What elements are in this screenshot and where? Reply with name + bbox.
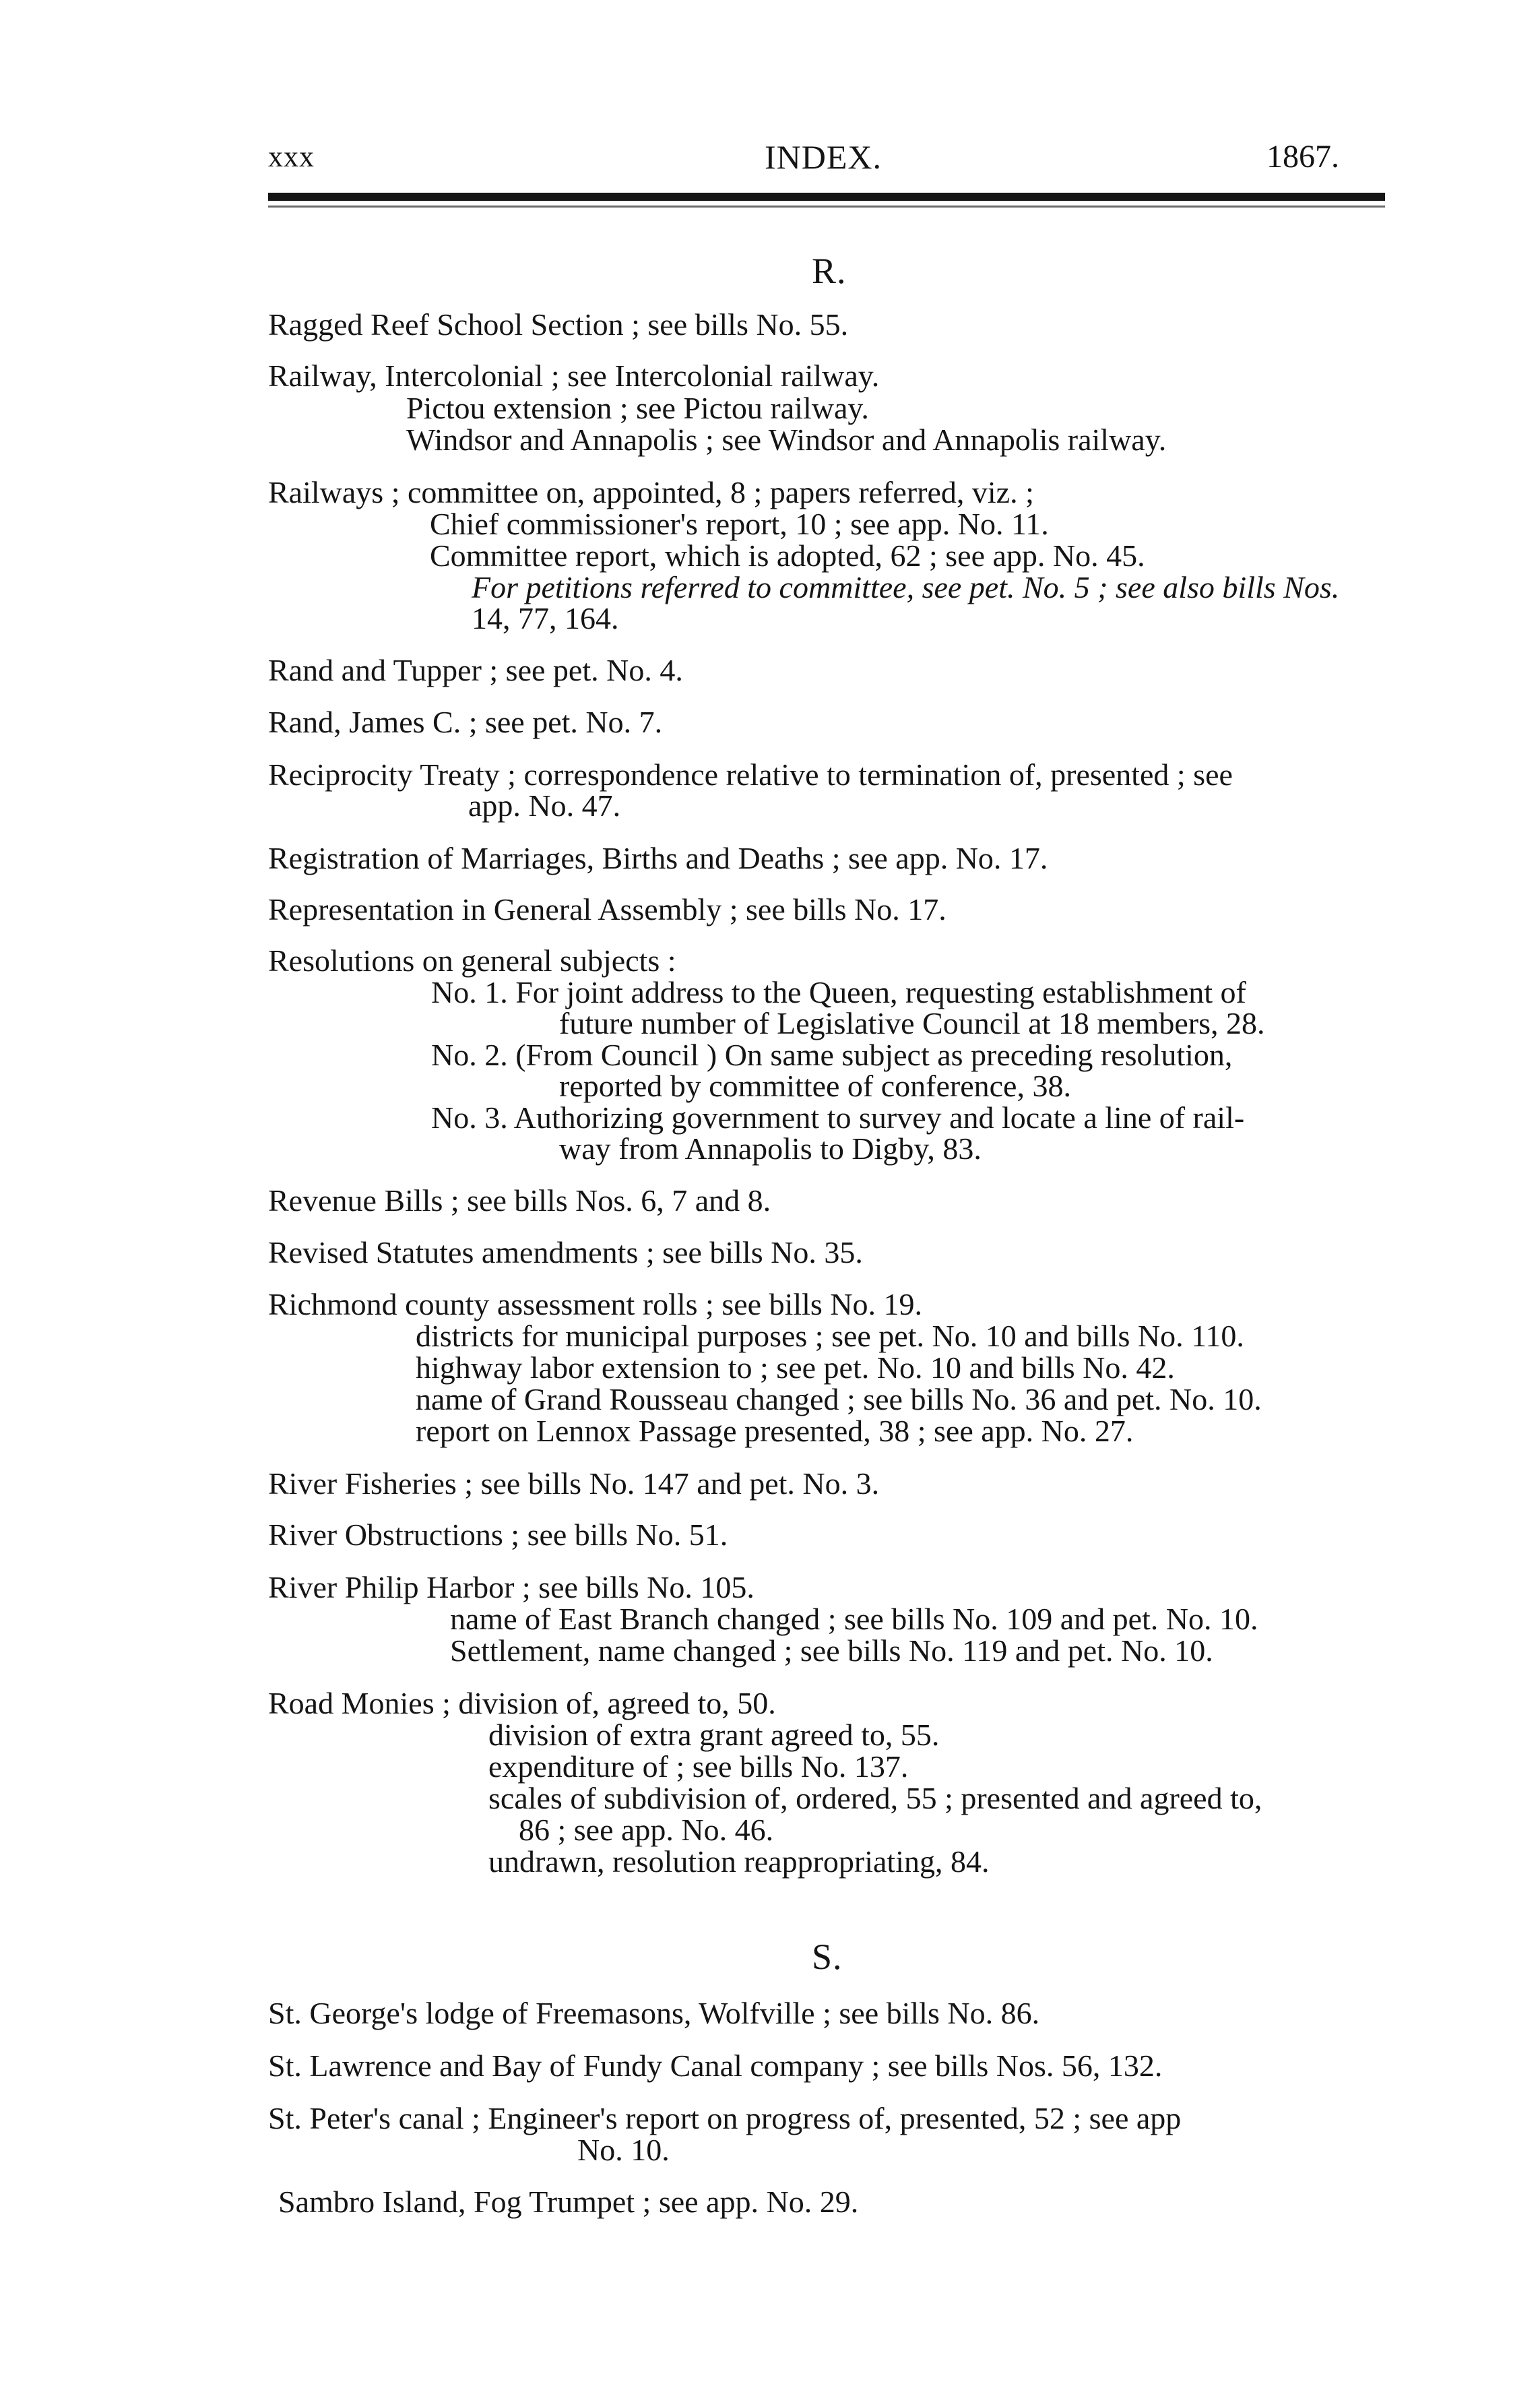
index-continuation: No. 10. [577,2133,670,2167]
index-continuation: reported by committee of conference, 38. [559,1069,1071,1103]
index-entry: Reciprocity Treaty ; correspondence relative to termination of, presented ; see [268,757,1233,792]
index-entry: River Obstructions ; see bills No. 51. [268,1517,728,1552]
index-entry: Registration of Marriages, Births and Deaths ; see app. No. 17. [268,841,1048,875]
section-letter-s: S. [812,1937,843,1977]
index-subentry: report on Lennox Passage presented, 38 ; see app. No. 27. [416,1414,1134,1448]
resolution-item: No. 1. For joint address to the Queen, requesting establishment of [431,975,1246,1009]
index-subentry: expenditure of ; see bills No. 137. [488,1749,909,1784]
page-title: INDEX. [765,138,883,176]
index-continuation: 86 ; see app. No. 46. [519,1813,774,1847]
header-rule [268,193,1385,201]
index-entry: Revenue Bills ; see bills Nos. 6, 7 and 8. [268,1183,771,1218]
index-subentry: name of Grand Rousseau changed ; see bills No. 36 and pet. No. 10. [416,1382,1262,1416]
index-entry: Railway, Intercolonial ; see Intercolonial railway. [268,358,880,393]
index-entry: Ragged Reef School Section ; see bills No. 55. [268,307,849,342]
index-subentry: Committee report, which is adopted, 62 ; see app. No. 45. [430,538,1145,573]
index-subentry: undrawn, resolution reappropriating, 84. [488,1844,990,1879]
running-head [0,138,1540,179]
index-continuation: way from Annapolis to Digby, 83. [559,1131,982,1166]
index-subentry: Pictou extension ; see Pictou railway. [406,391,869,425]
index-subentry: For petitions referred to committee, see pet. No. 5 ; see also bills Nos. [472,570,1340,604]
page-folio: xxx [268,140,315,173]
page-year: 1867. [1266,139,1339,175]
index-entry: St. Lawrence and Bay of Fundy Canal company ; see bills Nos. 56, 132. [268,2048,1163,2083]
index-subentry: Windsor and Annapolis ; see Windsor and Annapolis railway. [406,422,1167,457]
index-entry: Road Monies ; division of, agreed to, 50. [268,1686,776,1720]
index-entry: River Fisheries ; see bills No. 147 and pet. No. 3. [268,1466,880,1501]
header-rule-thin [268,206,1385,208]
index-entry: Revised Statutes amendments ; see bills No. 35. [268,1235,863,1269]
index-entry: Railways ; committee on, appointed, 8 ; papers referred, viz. ; [268,475,1034,509]
index-continuation: app. No. 47. [468,788,621,823]
index-entry: Rand, James C. ; see pet. No. 7. [268,705,663,739]
index-entry: Richmond county assessment rolls ; see bills No. 19. [268,1287,923,1321]
section-letter-r: R. [812,251,847,291]
index-entry: Sambro Island, Fog Trumpet ; see app. No. 29. [278,2185,859,2219]
index-entry: St. Peter's canal ; Engineer's report on progress of, presented, 52 ; see app [268,2101,1182,2135]
index-entry: Representation in General Assembly ; see bills No. 17. [268,892,947,927]
index-subentry: scales of subdivision of, ordered, 55 ; presented and agreed to, [488,1781,1262,1815]
resolution-item: No. 3. Authorizing government to survey and locate a line of rail- [431,1100,1245,1135]
index-entry: St. George's lodge of Freemasons, Wolfville ; see bills No. 86. [268,1996,1040,2030]
resolution-item: No. 2. (From Council ) On same subject as preceding resolution, [431,1038,1233,1072]
index-entry: River Philip Harbor ; see bills No. 105. [268,1570,755,1604]
index-subentry: Chief commissioner's report, 10 ; see app. No. 11. [430,507,1049,541]
index-subentry: Settlement, name changed ; see bills No. 119 and pet. No. 10. [450,1633,1213,1668]
index-subentry: highway labor extension to ; see pet. No. 10 and bills No. 42. [416,1350,1175,1385]
index-entry: Rand and Tupper ; see pet. No. 4. [268,653,683,687]
index-entry: Resolutions on general subjects : [268,943,676,978]
index-continuation: 14, 77, 164. [472,601,619,635]
index-subentry: name of East Branch changed ; see bills No. 109 and pet. No. 10. [450,1602,1258,1636]
index-subentry: districts for municipal purposes ; see pet. No. 10 and bills No. 110. [416,1319,1244,1353]
index-continuation: future number of Legislative Council at 18 members, 28. [559,1006,1265,1040]
index-subentry: division of extra grant agreed to, 55. [488,1718,940,1752]
